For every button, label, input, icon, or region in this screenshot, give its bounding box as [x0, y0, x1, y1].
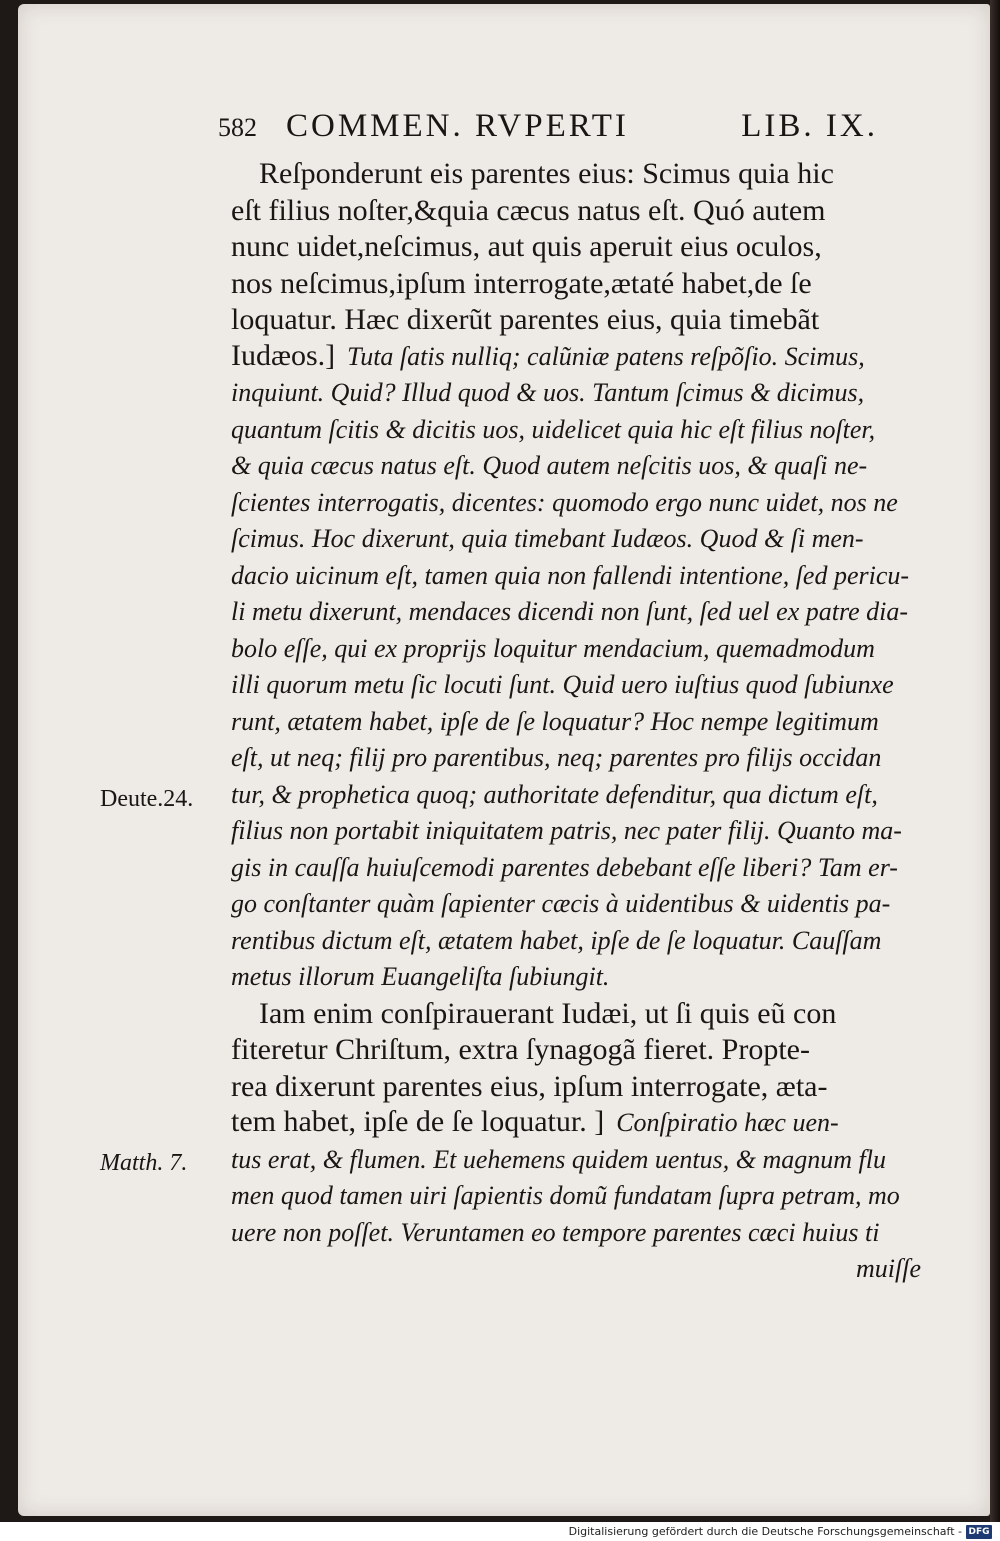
catchword: muiſſe — [856, 1254, 921, 1283]
text-line: dacio uicinum eſt, tamen quia non fallendi intentione, ſed pericu- — [231, 560, 910, 590]
book-spine-edge — [990, 0, 1000, 1522]
text-line: Iam enim conſpirauerant Iudæi, ut ſi quis eũ con — [259, 996, 837, 1030]
text-line: & quia cæcus natus eſt. Quod autem neſcitis uos, & quaſi ne- — [231, 451, 868, 480]
text-line — [231, 1105, 921, 1142]
text-line: go conſtanter quàm ſapienter cæcis à uidentibus & uidentis pa- — [231, 889, 891, 918]
running-title: COMMEN. RVPERTI — [286, 108, 629, 144]
text-line: illi quorum metu ſic locuti ſunt. Quid uero iuſtius quod ſubiunxe — [231, 670, 894, 699]
text-line: eſt filius noſter,&quia cæcus natus eſt. Quó autem — [231, 193, 826, 227]
text-line: rea dixerunt parentes eius, ipſum interrogate, æta- — [231, 1069, 828, 1103]
text-fragment: Conſpiratio hæc uen- — [616, 1108, 839, 1137]
page-number: 582 — [218, 113, 257, 142]
text-line: rentibus dictum eſt, ætatem habet, ipſe de ſe loquatur. Cauſſam — [231, 925, 882, 955]
running-head — [218, 108, 878, 158]
text-line: inquiunt. Quid? Illud quod & uos. Tantum ſcimus & dicimus, — [231, 378, 865, 407]
dfg-logo-icon: DFG — [966, 1525, 992, 1539]
text-line: tus erat, & flumen. Et uehemens quidem uentus, & magnum flu — [231, 1144, 886, 1174]
text-fragment: Iudæos.] — [231, 338, 336, 372]
text-line: eſt, ut neq; filij pro parentibus, neq; parentes pro filijs occidan — [231, 743, 882, 772]
text-line: li metu dixerunt, mendaces dicendi non ſunt, ſed uel ex patre dia- — [231, 597, 909, 626]
text-line: men quod tamen uiri ſapientis domũ fundatam ſupra petram, mo — [231, 1181, 900, 1210]
margin-note: Deute.24. — [100, 786, 194, 812]
text-line: bolo eſſe, qui ex proprijs loquitur mendacium, quemadmodum — [231, 633, 875, 663]
body-text — [231, 156, 921, 1288]
text-fragment: Tuta ſatis nulliq; calũniæ patens reſpõſio. Scimus, — [347, 341, 865, 371]
text-line: Reſponderunt eis parentes eius: Scimus quia hic — [259, 157, 834, 190]
text-line: filius non portabit iniquitatem patris, nec pater filij. Quanto ma- — [231, 816, 902, 845]
book-number: LIB. IX. — [741, 108, 878, 144]
margin-note: Matth. 7. — [100, 1150, 188, 1176]
text-line: loquatur. Hæc dixerũt parentes eius, quia timebãt — [231, 303, 820, 336]
text-fragment: tem habet, ipſe de ſe loquatur. ] — [231, 1105, 605, 1138]
text-line: quantum ſcitis & dicitis uos, uidelicet quia hic eſt filius noſter, — [231, 414, 876, 444]
text-line: metus illorum Euangeliſta ſubiungit. — [231, 962, 610, 991]
text-line: fiteretur Chriſtum, extra ſynagogã fieret. Propte- — [231, 1033, 810, 1066]
text-line: uere non poſſet. Veruntamen eo tempore parentes cæci huius ti — [231, 1217, 880, 1247]
funding-credit: Digitalisierung gefördert durch die Deutsche Forschungsgemeinschaft - — [568, 1525, 962, 1538]
text-line: nos neſcimus,ipſum interrogate,ætaté habet,de ſe — [231, 266, 812, 300]
text-line: gis in cauſſa huiuſcemodi parentes debebant eſſe liberi? Tam er- — [231, 852, 898, 882]
text-line: ſcimus. Hoc dixerunt, quia timebant Iudæos. Quod & ſi men- — [231, 524, 864, 553]
text-line: tur, & prophetica quoq; authoritate defenditur, qua dictum eſt, — [231, 779, 878, 809]
text-line: runt, ætatem habet, ipſe de ſe loquatur? Hoc nempe legitimum — [231, 706, 879, 736]
text-line — [231, 339, 921, 376]
text-line: nunc uidet,neſcimus, aut quis aperuit eius oculos, — [231, 230, 822, 263]
text-line: ſcientes interrogatis, dicentes: quomodo ergo nunc uidet, nos ne — [231, 487, 898, 517]
footer-bar — [0, 1522, 1000, 1541]
